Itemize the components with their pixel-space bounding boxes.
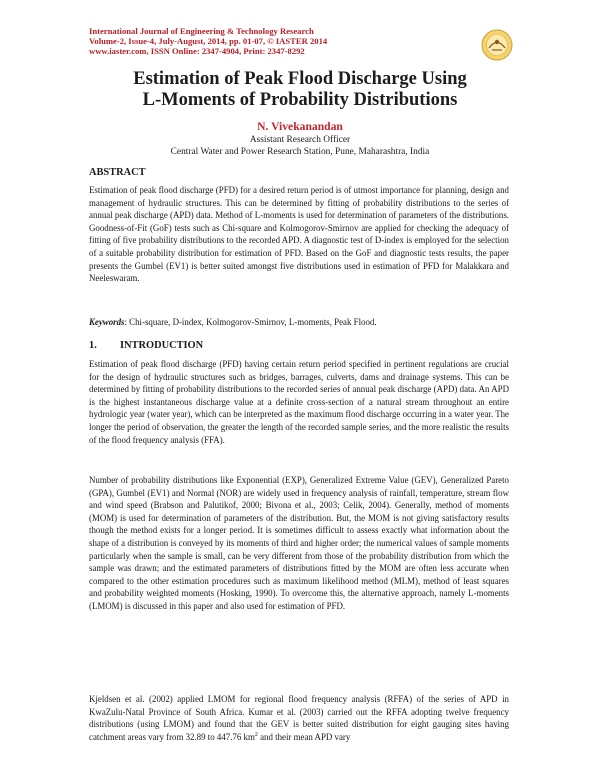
author-name: N. Vivekanandan bbox=[257, 120, 343, 133]
keywords-label: Keywords bbox=[89, 317, 125, 327]
intro-paragraph-3-text: Kjeldsen et al. (2002) applied LMOM for regional flood frequency analysis (RFFA) of the series of APD in KwaZulu-Natal Province of South Africa. Kumar et al. (2003) carried out the RFFA adopting twelve frequency distributions (using LMOM) and found that the GEV is better suited distribution for eight gauging sites having catchment areas vary from 32.89 to 447.76 km bbox=[89, 694, 509, 742]
abstract-text: Estimation of peak flood discharge (PFD) for a desired return period is of utmost importance for planning, design and management of hydraulic structures. This can be determined by fitting of probability distributions to the series of annual peak discharge (APD) data. Method of L-moments is used for determination of parameters of the distributions. Goodness-of-Fit (GoF) tests such as Chi-square and Kolmogorov-Smirnov are applied for checking the adequacy of fitting of five probability distributions to the recorded APD. A diagnostic test of D-index is employed for the selection of a suitable probability distribution for estimation of PFD. Based on the GoF and diagnostic tests results, the paper presents the Gumbel (EV1) is better suited amongst five distributions used in estimation of PFD for Malakkara and Neeleswaram. bbox=[89, 185, 509, 284]
author-institution: Central Water and Power Research Station, Pune, Maharashtra, India bbox=[170, 147, 430, 157]
journal-volume-info: Volume-2, Issue-4, July-August, 2014, pp. 01-07, © IASTER 2014 bbox=[89, 36, 328, 46]
journal-issn-info: www.iaster.com, ISSN Online: 2347-4904, Print: 2347-8292 bbox=[89, 46, 305, 56]
keywords bbox=[89, 316, 509, 328]
section-title: INTRODUCTION bbox=[120, 340, 204, 351]
intro-paragraph-2: Number of probability distributions like Exponential (EXP), Generalized Extreme Value (GEV), Generalized Pareto (GPA), Gumbel (EV1) and Normal (NOR) are widely used in frequency analysis of rainfall, temperature, stream flow and wind speed (Brabson and Palutikof, 2000; Bivona et al., 2003; Celik, 2004). Generally, method of moments (MOM) is used for determination of parameters of the distribution. But, the MOM is not giving satisfactory results though the method exists for a longer period. It is sometimes difficult to assess exactly what information about the shape of a distribution is conveyed by its moments of third and higher order; the numerical values of sample moments particularly when the sample is small, can be very different from those of the probability distribution from which the sample was drawn; and the estimated parameters of distributions fitted by the MOM are often less accurate when compared to the other estimation procedures such as maximum likelihood method (MLM), method of least squares and probability weighted moments (Hosking, 1990). To overcome this, the alternative approach, namely L-moments (LMOM) is discussed in this paper and also used for estimation of PFD. bbox=[89, 475, 509, 611]
intro-paragraph-3-tail: and their mean APD vary bbox=[257, 731, 351, 742]
title-line-2: L-Moments of Probability Distributions bbox=[142, 90, 458, 110]
intro-paragraph-1: Estimation of peak flood discharge (PFD) having certain return period specified in pertinent regulations are crucial for the design of hydraulic structures such as bridges, barrages, culverts, dams and drainage systems. This can be determined by fitting of probability distributions to the recorded series of annual peak discharge (APD) data. An APD is the highest instantaneous discharge value at a definite cross-section of a natural stream throughout an entire hydrologic year (water year), which can be interpreted as the maximum flood discharge occurring in a water year. The longer the period of observation, the greater the length of the recorded sample series, and the more realistic the results of the flood frequency analysis (FFA). bbox=[89, 359, 509, 445]
paper-title bbox=[60, 69, 540, 111]
journal-header bbox=[89, 26, 509, 56]
iaster-logo-icon bbox=[480, 28, 514, 62]
keywords-text: : Chi-square, D-index, Kolmogorov-Smirnov, L-moments, Peak Flood. bbox=[124, 317, 377, 327]
introduction-heading bbox=[89, 340, 203, 352]
journal-name: International Journal of Engineering & Technology Research bbox=[89, 26, 314, 36]
author-position: Assistant Research Officer bbox=[249, 135, 351, 145]
title-line-1: Estimation of Peak Flood Discharge Using bbox=[133, 69, 467, 89]
abstract-heading: ABSTRACT bbox=[89, 167, 146, 178]
superscript-2: 2 bbox=[254, 731, 258, 738]
author-affiliation bbox=[60, 134, 540, 158]
intro-paragraph-3 bbox=[89, 693, 509, 743]
section-number: 1. bbox=[89, 340, 97, 351]
